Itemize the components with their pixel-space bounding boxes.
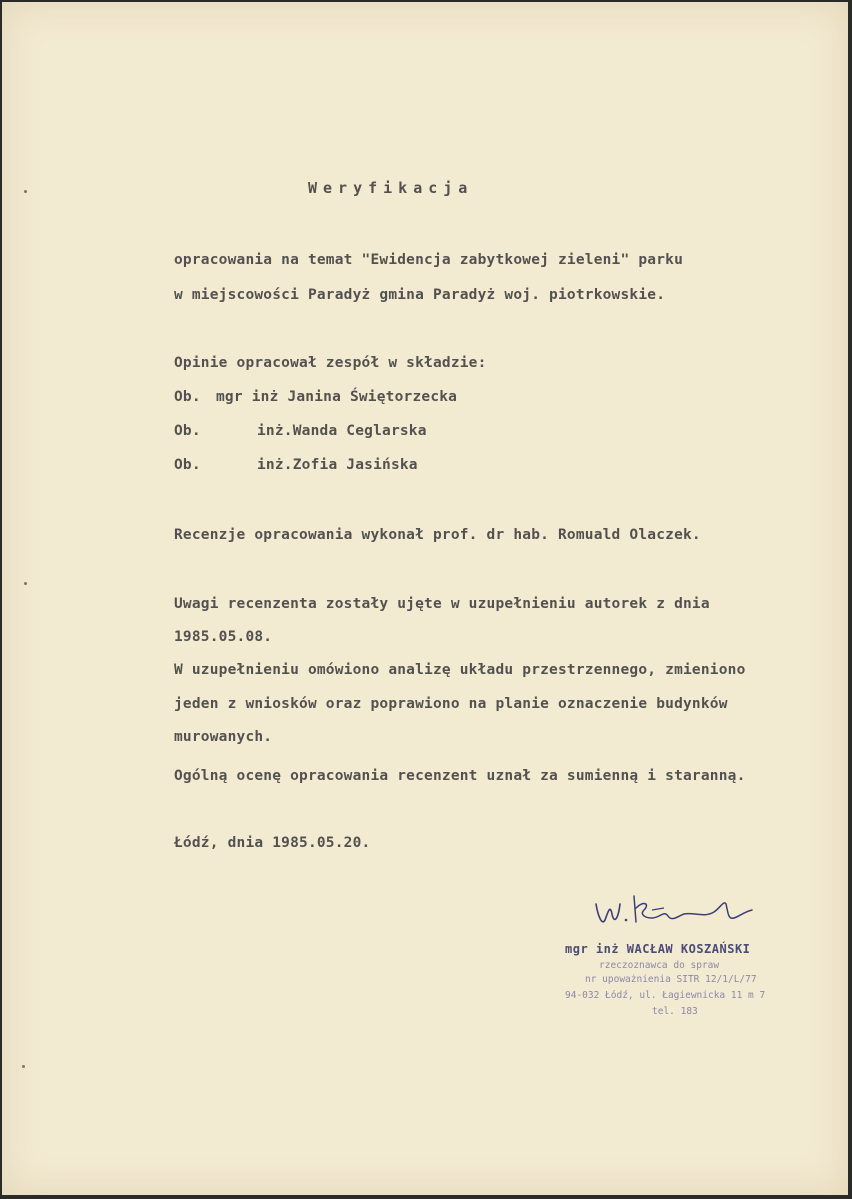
team-member-name: inż.Wanda Ceglarska [257, 423, 427, 439]
intro-line-2: w miejscowości Paradyż gmina Paradyż woj. piotrkowskie. [174, 287, 666, 303]
stamp-line-3: nr upoważnienia SITR 12/1/L/77 [585, 974, 757, 985]
remarks-line-6: Ogólną ocenę opracowania recenzent uznał za sumienną i staranną. [174, 768, 746, 784]
document-page [2, 2, 848, 1195]
stamp-line-4: 94-032 Łódź, ul. Łagiewnicka 11 m 7 [565, 990, 766, 1001]
stamp-name: mgr inż WACŁAW KOSZAŃSKI [565, 942, 751, 956]
margin-mark [22, 1065, 25, 1068]
remarks-line-2: 1985.05.08. [174, 629, 273, 645]
stamp-line-5: tel. 183 [652, 1006, 698, 1017]
team-member-prefix: Ob. [174, 389, 201, 405]
margin-mark [24, 582, 27, 585]
intro-line-1: opracowania na temat "Ewidencja zabytkowej zieleni" parku [174, 252, 683, 268]
place-date: Łódź, dnia 1985.05.20. [174, 835, 371, 851]
remarks-line-1: Uwagi recenzenta zostały ujęte w uzupełnieniu autorek z dnia [174, 596, 710, 612]
document-title: Weryfikacja [308, 179, 474, 197]
remarks-line-3: W uzupełnieniu omówiono analizę układu przestrzennego, zmieniono [174, 662, 746, 678]
remarks-line-4: jeden z wniosków oraz poprawiono na planie oznaczenie budynków [174, 696, 728, 712]
stamp-line-2: rzeczoznawca do spraw [599, 960, 720, 971]
team-member-name: inż.Zofia Jasińska [257, 457, 418, 473]
handwritten-signature [594, 890, 764, 934]
review-line: Recenzje opracowania wykonał prof. dr hab. Romuald Olaczek. [174, 527, 701, 543]
team-member-prefix: Ob. [174, 457, 201, 473]
margin-mark [24, 190, 27, 193]
team-member-prefix: Ob. [174, 423, 201, 439]
remarks-line-5: murowanych. [174, 729, 273, 745]
team-heading: Opinie opracował zespół w składzie: [174, 355, 487, 371]
team-member-name: mgr inż Janina Świętorzecka [216, 389, 458, 405]
